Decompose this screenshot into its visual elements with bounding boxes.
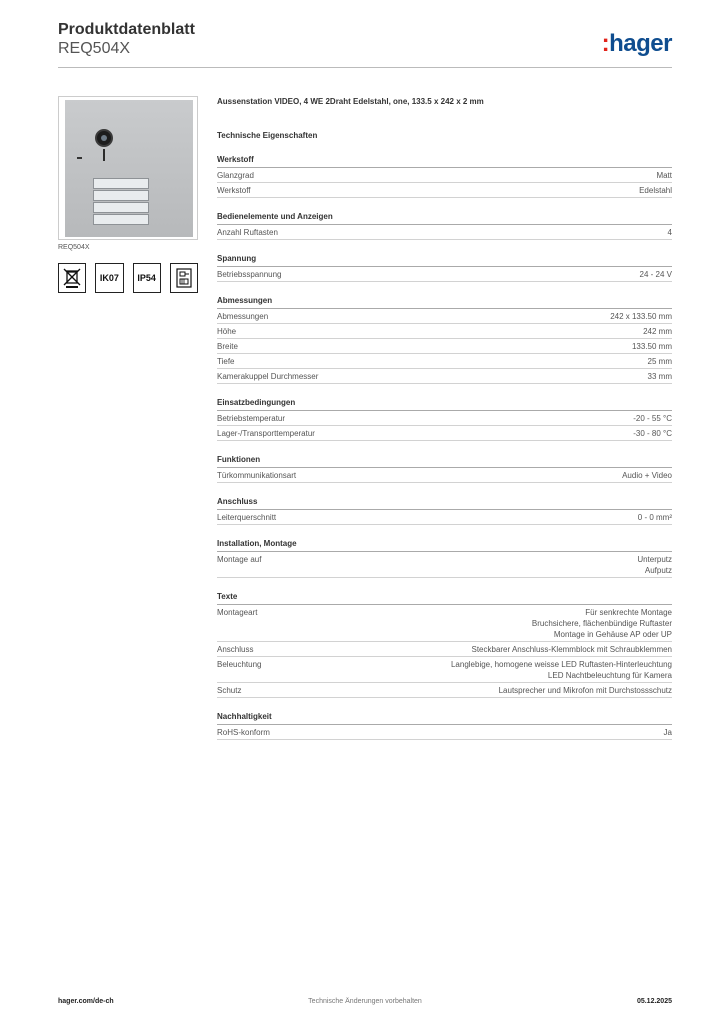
spec-value-line: Ja xyxy=(663,728,672,737)
spec-row xyxy=(217,267,672,282)
spec-label: Glanzgrad xyxy=(217,171,254,180)
spec-group-title: Funktionen xyxy=(217,455,672,468)
call-button-stack xyxy=(93,178,149,226)
spec-row xyxy=(217,369,672,384)
spec-group xyxy=(217,398,672,441)
spec-label: Abmessungen xyxy=(217,312,269,321)
technical-properties-heading: Technische Eigenschaften xyxy=(217,131,318,140)
spec-value xyxy=(637,554,672,576)
spec-label: Schutz xyxy=(217,686,242,695)
spec-row xyxy=(217,657,672,683)
spec-value xyxy=(451,659,672,681)
spec-value-line: Montage in Gehäuse AP oder UP xyxy=(553,630,672,639)
intercom-panel xyxy=(65,100,193,237)
call-key xyxy=(93,214,149,225)
page-header xyxy=(58,20,672,68)
spec-group-title: Spannung xyxy=(217,254,672,267)
footer-date: 05.12.2025 xyxy=(636,998,672,1005)
spec-group-title: Werkstoff xyxy=(217,155,672,168)
spec-value-line: Audio + Video xyxy=(622,471,672,480)
spec-group xyxy=(217,592,672,698)
spec-row xyxy=(217,339,672,354)
spec-label: Türkommunikationsart xyxy=(217,471,297,480)
spec-row xyxy=(217,168,672,183)
footer-website-link[interactable]: hager.com/de-ch xyxy=(58,998,114,1005)
certification-icons xyxy=(58,263,198,293)
spec-group-title: Installation, Montage xyxy=(217,539,672,552)
spec-value-line: 242 x 133.50 mm xyxy=(610,312,672,321)
spec-value-line: 33 mm xyxy=(647,372,672,381)
spec-group-title: Nachhaltigkeit xyxy=(217,712,672,725)
spec-label: Lager-/Transporttemperatur xyxy=(217,429,315,438)
spec-label: Montage auf xyxy=(217,555,262,564)
spec-row xyxy=(217,354,672,369)
spec-label: Beleuchtung xyxy=(217,660,262,669)
spec-value-line: Matt xyxy=(656,171,672,180)
spec-value xyxy=(610,311,672,322)
spec-value-line: LED Nachtbeleuchtung für Kamera xyxy=(547,671,672,680)
call-key xyxy=(93,202,149,213)
spec-value xyxy=(639,185,672,196)
ik07-rating-icon: IK07 xyxy=(95,263,123,293)
spec-group-title: Anschluss xyxy=(217,497,672,510)
spec-label: RoHS-konform xyxy=(217,728,270,737)
spec-group xyxy=(217,212,672,240)
product-code: REQ504X xyxy=(58,40,131,57)
spec-value xyxy=(633,413,672,424)
camera-lens xyxy=(101,135,107,141)
spec-value xyxy=(499,685,672,696)
spec-group-title: Abmessungen xyxy=(217,296,672,309)
spec-row xyxy=(217,642,672,657)
spec-value xyxy=(668,227,672,238)
document-title: Produktdatenblatt xyxy=(58,21,195,38)
spec-value-line: 24 - 24 V xyxy=(639,270,672,279)
spec-group-title: Einsatzbedingungen xyxy=(217,398,672,411)
spec-value-line: 133.50 mm xyxy=(631,342,672,351)
spec-groups xyxy=(217,155,672,740)
spec-value-line: Steckbarer Anschluss-Klemmblock mit Schraubklemmen xyxy=(471,645,672,654)
spec-label: Betriebstemperatur xyxy=(217,414,286,423)
spec-row xyxy=(217,225,672,240)
spec-label: Höhe xyxy=(217,327,237,336)
spec-label: Anschluss xyxy=(217,645,254,654)
spec-row xyxy=(217,510,672,525)
spec-label: Montageart xyxy=(217,608,258,617)
logo-text: hager xyxy=(609,30,672,57)
spec-value-line: 4 xyxy=(667,228,672,237)
header-divider xyxy=(58,67,672,68)
spec-label: Breite xyxy=(217,342,238,351)
spec-value xyxy=(648,356,672,367)
spec-label: Tiefe xyxy=(217,357,235,366)
spec-row xyxy=(217,324,672,339)
spec-value-line: Für senkrechte Montage xyxy=(585,608,672,617)
weee-bin-icon xyxy=(58,263,86,293)
spec-label: Werkstoff xyxy=(217,186,251,195)
spec-value-line: 0 - 0 mm² xyxy=(637,513,672,522)
spec-value xyxy=(622,470,672,481)
footer-disclaimer: Technische Änderungen vorbehalten xyxy=(308,998,422,1005)
spec-value-line: -30 - 80 °C xyxy=(633,429,672,438)
product-image-column xyxy=(58,96,198,293)
spec-value-line: Langlebige, homogene weisse LED Ruftasten-Hinterleuchtung xyxy=(450,660,672,669)
spec-value xyxy=(664,727,672,738)
spec-value xyxy=(532,607,672,640)
spec-value xyxy=(648,371,672,382)
spec-column xyxy=(217,96,672,740)
spec-value-line: Edelstahl xyxy=(639,186,672,195)
spec-value-line: -20 - 55 °C xyxy=(633,414,672,423)
spec-label: Leiterquerschnitt xyxy=(217,513,277,522)
spec-group xyxy=(217,497,672,525)
camera-icon xyxy=(95,129,113,147)
spec-group xyxy=(217,155,672,198)
spec-row xyxy=(217,309,672,324)
spec-group xyxy=(217,296,672,384)
spec-value-line: Aufputz xyxy=(644,566,672,575)
circuit-diagram-icon xyxy=(170,263,198,293)
image-caption: REQ504X xyxy=(58,244,90,251)
hager-logo xyxy=(602,30,672,58)
spec-value-line: Bruchsichere, flächenbündige Ruftaster xyxy=(531,619,672,628)
spec-group xyxy=(217,539,672,578)
spec-value xyxy=(640,269,672,280)
camera-stem xyxy=(103,149,105,161)
spec-value xyxy=(633,428,672,439)
spec-value xyxy=(638,512,672,523)
spec-value-line: Lautsprecher und Mikrofon mit Durchstossschutz xyxy=(498,686,672,695)
spec-value-line: 242 mm xyxy=(643,327,672,336)
spec-group-title: Bedienelemente und Anzeigen xyxy=(217,212,672,225)
spec-row xyxy=(217,605,672,642)
spec-row xyxy=(217,552,672,578)
spec-value-line: 25 mm xyxy=(647,357,672,366)
spec-group xyxy=(217,455,672,483)
spec-row xyxy=(217,411,672,426)
logo-colon: : xyxy=(601,30,610,57)
spec-row xyxy=(217,468,672,483)
spec-label: Anzahl Ruftasten xyxy=(217,228,278,237)
spec-group-title: Texte xyxy=(217,592,672,605)
spec-value-line: Unterputz xyxy=(637,555,672,564)
spec-row xyxy=(217,683,672,698)
spec-row xyxy=(217,725,672,740)
call-key xyxy=(93,178,149,189)
ip54-rating-icon: IP54 xyxy=(133,263,161,293)
microphone-icon xyxy=(77,157,82,159)
spec-value xyxy=(471,644,672,655)
spec-value xyxy=(643,326,672,337)
product-image xyxy=(58,96,198,240)
spec-label: Kamerakuppel Durchmesser xyxy=(217,372,319,381)
product-description: Aussenstation VIDEO, 4 WE 2Draht Edelstahl, one, 133.5 x 242 x 2 mm xyxy=(217,97,484,106)
spec-label: Betriebsspannung xyxy=(217,270,282,279)
spec-row xyxy=(217,183,672,198)
spec-row xyxy=(217,426,672,441)
spec-group xyxy=(217,254,672,282)
spec-value xyxy=(632,341,672,352)
call-key xyxy=(93,190,149,201)
spec-value xyxy=(656,170,672,181)
spec-group xyxy=(217,712,672,740)
